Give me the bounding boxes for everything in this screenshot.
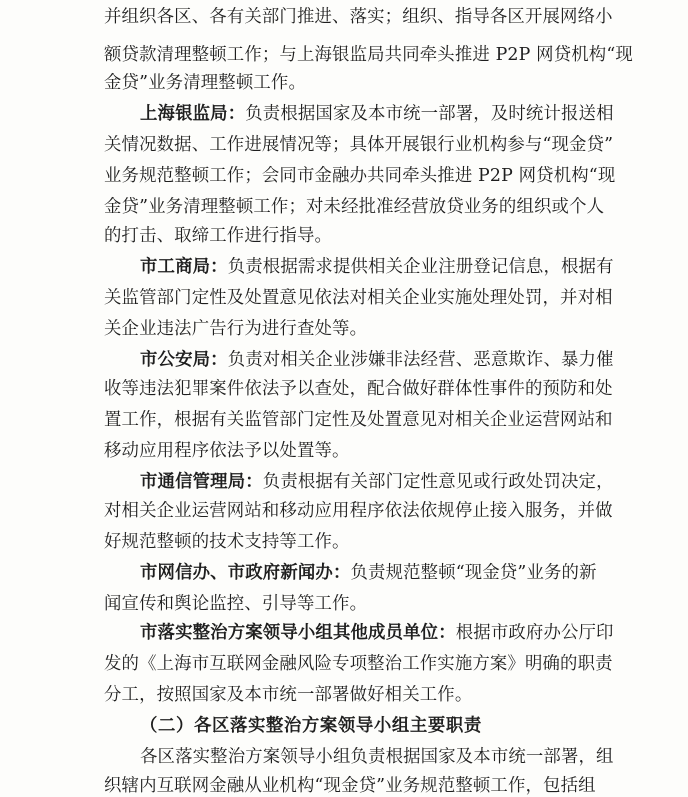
section-label: 市工商局： — [140, 257, 228, 277]
text-line: 负责根据有关部门定性意见或行政处罚决定， — [262, 472, 614, 492]
text-line: 各区落实整治方案领导小组负责根据国家及本市统一部署，组 — [140, 747, 614, 767]
paragraph-first-line — [140, 471, 614, 493]
text-line: 负责规范整顿“现金贷”业务的新 — [350, 563, 597, 583]
paragraph-first-line — [140, 622, 614, 644]
section-heading: （二）各区落实整治方案领导小组主要职责 — [140, 716, 482, 736]
text-line: 并组织各区、各有关部门推进、落实；组织、指导各区开展网络小 — [104, 7, 613, 27]
text-line: 织辖内互联网金融从业机构“现金贷”业务规范整顿工作，包括组 — [104, 776, 596, 796]
section-label: 市公安局： — [140, 350, 228, 370]
text-line: 负责根据需求提供相关企业注册登记信息，根据有 — [227, 257, 614, 277]
section-label: 市落实整治方案领导小组其他成员单位： — [140, 623, 456, 643]
text-line: 关情况数据、工作进展情况等；具体开展银行业机构参与“现金贷” — [104, 135, 614, 155]
text-line: 业务规范整顿工作；会同市金融办共同牵头推进 P2P 网贷机构“现 — [104, 166, 616, 186]
text-line: 闻宣传和舆论监控、引导等工作。 — [104, 594, 368, 614]
paragraph-first-line — [140, 562, 597, 584]
paragraph-first-line — [140, 103, 614, 125]
text-line: 的打击、取缔工作进行指导。 — [104, 226, 333, 246]
section-label: 上海银监局： — [140, 104, 246, 124]
text-line: 收等违法犯罪案件依法予以查处，配合做好群体性事件的预防和处 — [104, 379, 613, 399]
text-line: 关监管部门定性及处置意见依法对相关企业实施处理处罚，并对相 — [104, 288, 613, 308]
text-line: 根据市政府办公厅印 — [455, 623, 614, 643]
text-line: 发的《上海市互联网金融风险专项整治工作实施方案》明确的职责 — [104, 654, 613, 674]
paragraph-first-line — [140, 256, 614, 278]
section-label: 市网信办、市政府新闻办： — [140, 563, 351, 583]
text-line: 置工作，根据有关监管部门定性及处置意见对相关企业运营网站和 — [104, 410, 613, 430]
text-line: 额贷款清理整顿工作；与上海银监局共同牵头推进 P2P 网贷机构“现 — [104, 45, 633, 65]
text-line: 好规范整顿的技术支持等工作。 — [104, 532, 350, 552]
text-line: 移动应用程序依法予以处置等。 — [104, 441, 350, 461]
text-line: 分工，按照国家及本市统一部署做好相关工作。 — [104, 685, 473, 705]
text-line: 负责根据国家及本市统一部署，及时统计报送相 — [245, 104, 614, 124]
text-line: 关企业违法广告行为进行查处等。 — [104, 319, 368, 339]
paragraph-first-line — [140, 349, 614, 371]
text-line: 金贷”业务清理整顿工作。 — [104, 73, 306, 93]
text-line: 对相关企业运营网站和移动应用程序依法依规停止接入服务，并做 — [104, 501, 613, 521]
section-label: 市通信管理局： — [140, 472, 263, 492]
text-line: 金贷”业务清理整顿工作；对未经批准经营放贷业务的组织或个人 — [104, 197, 605, 217]
text-line: 负责对相关企业涉嫌非法经营、恶意欺诈、暴力催 — [227, 350, 614, 370]
